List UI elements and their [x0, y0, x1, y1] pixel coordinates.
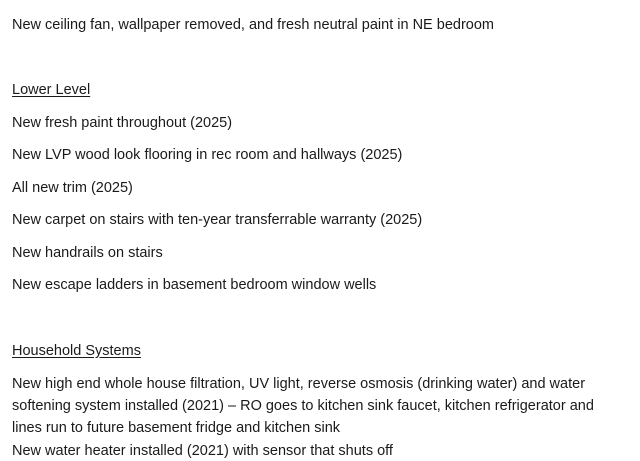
list-item: New carpet on stairs with ten-year transferrable warranty (2025) — [12, 210, 624, 230]
paragraph-filtration-system: New high end whole house filtration, UV light, reverse osmosis (drinking water) and water softening system installed (2021) – RO goes to kitchen sink faucet, kitchen refrigerator and lines run to future basement fridge and kitchen sink — [12, 373, 624, 439]
list-item — [12, 0, 624, 2]
list-item: New handrails on stairs — [12, 243, 624, 263]
section-heading-household-systems: Household Systems — [12, 341, 624, 361]
lower-level-section — [12, 80, 624, 295]
section-heading-lower-level: Lower Level — [12, 80, 624, 100]
top-section — [12, 0, 624, 35]
list-item: New ceiling fan, wallpaper removed, and fresh neutral paint in NE bedroom — [12, 15, 624, 35]
list-item: New escape ladders in basement bedroom window wells — [12, 275, 624, 295]
section-spacer — [12, 308, 624, 341]
list-item: All new trim (2025) — [12, 178, 624, 198]
household-systems-section — [12, 341, 624, 461]
section-spacer — [12, 47, 624, 80]
list-item-partial: New water heater installed (2021) with sensor that shuts off — [12, 441, 624, 461]
list-item: New fresh paint throughout (2025) — [12, 113, 624, 133]
list-item: New LVP wood look flooring in rec room and hallways (2025) — [12, 145, 624, 165]
document-page — [12, 0, 624, 461]
